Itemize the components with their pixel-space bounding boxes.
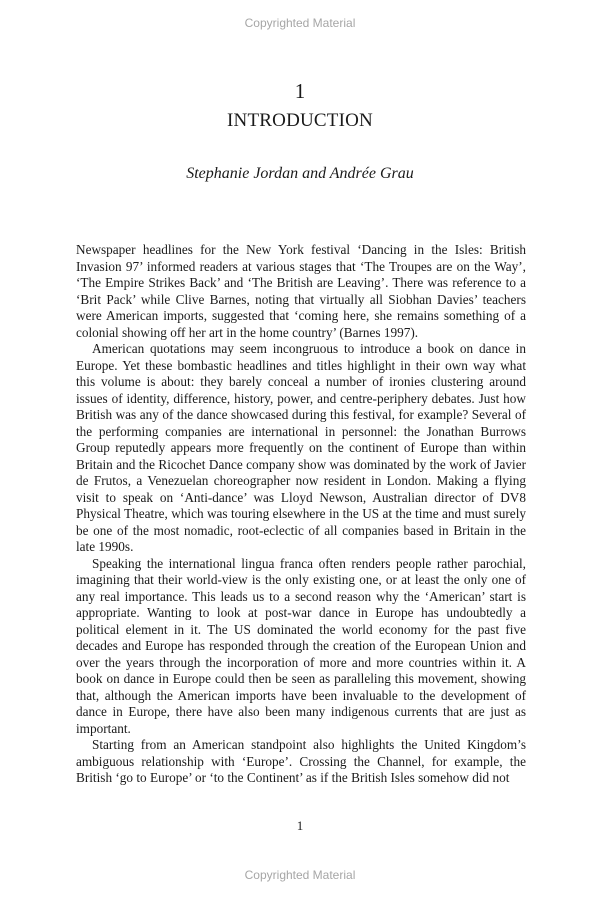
copyright-watermark-bottom: Copyrighted Material bbox=[244, 868, 356, 882]
chapter-authors: Stephanie Jordan and Andrée Grau bbox=[186, 165, 414, 182]
body-text bbox=[76, 242, 526, 787]
paragraph: Starting from an American standpoint also highlights the United Kingdom’s ambiguous relationship with ‘Europe’. Crossing the Channel, for example, the British ‘go to Europe’ or ‘to the Continent’ as if the British Isles somehow did not bbox=[76, 737, 526, 785]
paragraph: Speaking the international lingua franca often renders people rather parochial, imagining that their world-view is the only existing one, or at least the only one of any real importance. This leads us to a second reason why the ‘American’ start is appropriate. Wanting to look at post-war dance in Europe has undoubtedly a political element in it. The US dominated the world economy for the past five decades and Europe has responded through the creation of the European Union and over the years through the incorporation of more and more countries within it. A book on dance in Europe could then be seen as paralleling this movement, showing that, although the American imports have been invaluable to the development of dance in Europe, there have also been many indigenous currents that are just as important. bbox=[76, 555, 526, 736]
paragraph: American quotations may seem incongruous to introduce a book on dance in Europe. Yet these bombastic headlines and titles highlight in their own way what this volume is about: they barely conceal a number of ironies clustering around issues of identity, difference, history, power, and centre-periphery debates. Just how British was any of the dance showcased during this festival, for example? Several of the performing companies are international in personnel: the Jonathan Burrows Group reputedly appears more frequently on the continent of Europe than within Britain and the Ricochet Dance company show was dominated by the work of Javier de Frutos, a Venezuelan choreographer now resident in London. Making a flying visit to speak on ‘Anti-dance’ was Lloyd Newson, Australian director of DV8 Physical Theatre, which was touring elsewhere in the US at the time and must surely be one of the most nomadic, root-eclectic of all companies based in Britain in the late 1990s. bbox=[76, 341, 526, 554]
copyright-watermark-top: Copyrighted Material bbox=[244, 16, 356, 30]
chapter-number: 1 bbox=[294, 79, 306, 103]
paragraph: Newspaper headlines for the New York festival ‘Dancing in the Isles: British Invasion 97’ informed readers at various stages that ‘The Troupes are on the Way’, ‘The Empire Strikes Back’ and ‘The British are Leaving’. There was reference to a ‘Brit Pack’ while Clive Barnes, noting that virtually all Siobhan Davies’ teachers were American imports, suggested that ‘coming here, she remains something of a colonial showing off her art in the home country’ (Barnes 1997). bbox=[76, 242, 526, 340]
chapter-title: INTRODUCTION bbox=[227, 110, 373, 131]
page-number: 1 bbox=[296, 818, 304, 833]
